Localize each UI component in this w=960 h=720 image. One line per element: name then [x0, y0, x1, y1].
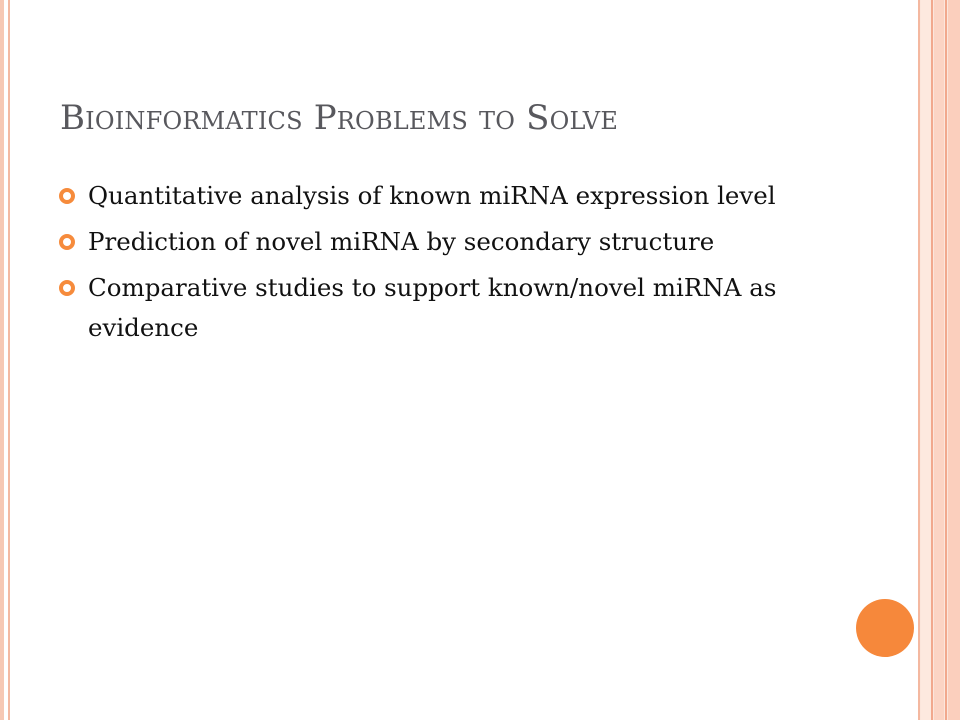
- circle-bullet-icon: [59, 280, 75, 296]
- stripe: [934, 0, 944, 720]
- bullet-text: Quantitative analysis of known miRNA expression level: [88, 181, 776, 210]
- right-decorative-stripes: [918, 0, 960, 720]
- bullet-item: [58, 268, 798, 348]
- bullet-text: Comparative studies to support known/novel miRNA as evidence: [88, 273, 777, 342]
- circle-bullet-icon: [59, 188, 75, 204]
- circle-bullet-icon: [59, 234, 75, 250]
- bullet-item: [58, 176, 798, 216]
- bullet-list: [58, 176, 798, 354]
- stripe: [921, 0, 931, 720]
- decorative-circle-icon: [856, 599, 914, 657]
- stripe: [918, 0, 920, 720]
- left-border-line: [0, 0, 4, 720]
- stripe: [945, 0, 947, 720]
- left-border-line-inner: [8, 0, 10, 720]
- stripe: [948, 0, 960, 720]
- bullet-text: Prediction of novel miRNA by secondary structure: [88, 227, 715, 256]
- stripe: [931, 0, 933, 720]
- slide-title: Bioinformatics Problems to Solve: [60, 98, 619, 138]
- bullet-item: [58, 222, 798, 262]
